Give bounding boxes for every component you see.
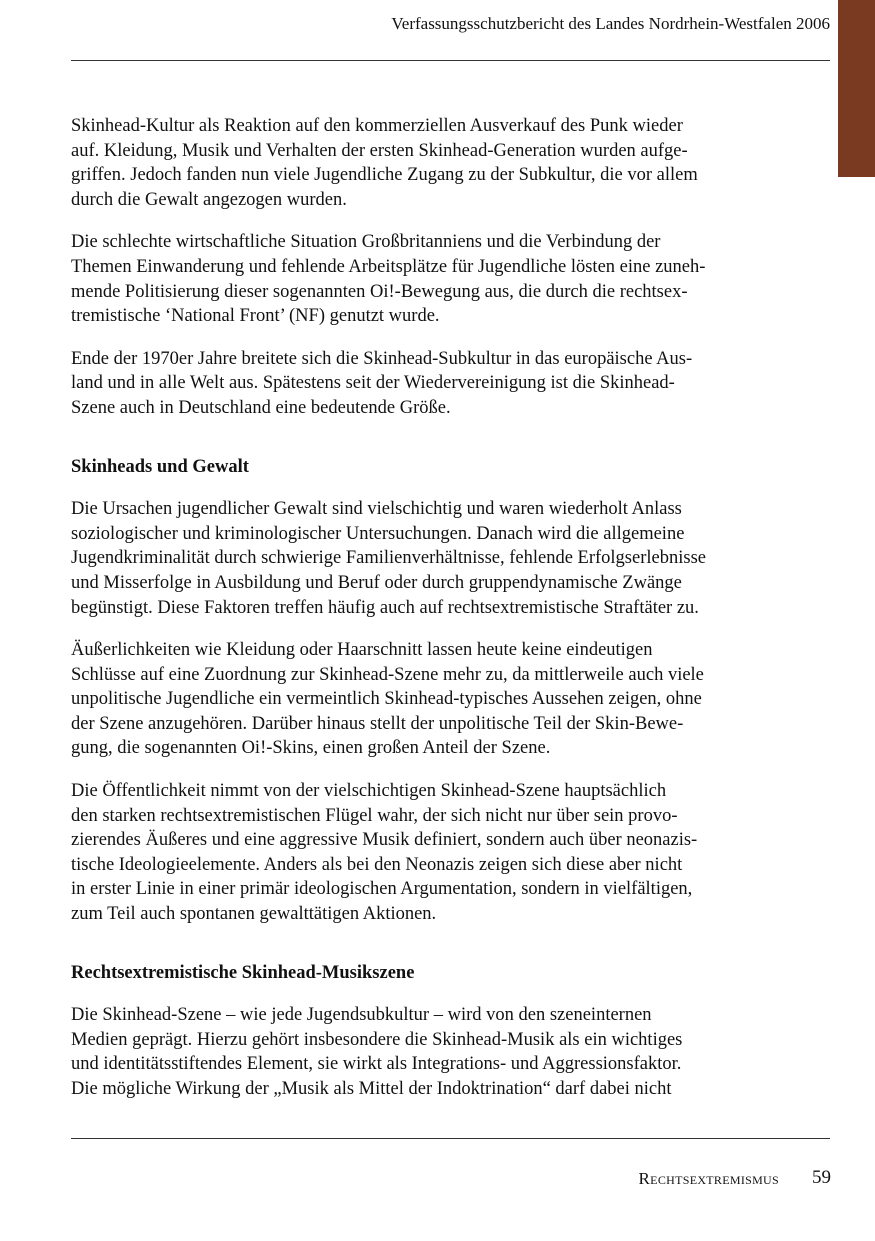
paragraph bbox=[71, 114, 791, 212]
body-text bbox=[71, 114, 791, 1120]
text-line: Jugendkriminalität durch schwierige Familienverhältnisse, fehlende Erfolgserlebnisse bbox=[71, 548, 706, 569]
text-line: Themen Einwanderung und fehlende Arbeitsplätze für Jugendliche lösten eine zuneh- bbox=[71, 256, 706, 277]
text-line: Ende der 1970er Jahre breitete sich die Skinhead-Subkultur in das europäische Aus- bbox=[71, 348, 693, 369]
header-rule bbox=[71, 60, 830, 61]
text-line: durch die Gewalt angezogen wurden. bbox=[71, 189, 347, 210]
text-line: gung, die sogenannten Oi!-Skins, einen großen Anteil der Szene. bbox=[71, 738, 551, 759]
section-heading: Rechtsextremistische Skinhead-Musikszene bbox=[71, 962, 415, 983]
text-line: Medien geprägt. Hierzu gehört insbesondere die Skinhead-Musik als ein wichtiges bbox=[71, 1029, 683, 1050]
paragraph bbox=[71, 497, 791, 620]
text-line: soziologischer und kriminologischer Untersuchungen. Danach wird die allgemeine bbox=[71, 523, 685, 544]
text-line: Die Skinhead-Szene – wie jede Jugendsubkultur – wird von den szeneinternen bbox=[71, 1005, 652, 1026]
chapter-tab bbox=[838, 0, 875, 177]
text-line: den starken rechtsextremistischen Flügel wahr, der sich nicht nur über sein provo- bbox=[71, 805, 678, 826]
text-line: unpolitische Jugendliche ein vermeintlich Skinhead-typisches Aussehen zeigen, ohne bbox=[71, 689, 702, 710]
paragraph bbox=[71, 779, 791, 927]
footer-rule bbox=[71, 1138, 830, 1139]
text-line: Die mögliche Wirkung der „Musik als Mittel der Indoktrination“ darf dabei nicht bbox=[71, 1079, 672, 1099]
paragraph bbox=[71, 638, 791, 761]
text-line: Die Ursachen jugendlicher Gewalt sind vielschichtig und waren wiederholt Anlass bbox=[71, 499, 682, 520]
footer-section-title: Rechtsextremismus bbox=[638, 1169, 779, 1188]
running-header: Verfassungsschutzbericht des Landes Nordrhein-Westfalen 2006 bbox=[391, 14, 830, 33]
text-line: mende Politisierung dieser sogenannten Oi!-Bewegung aus, die durch die rechtsex- bbox=[71, 281, 688, 302]
text-line: und identitätsstiftendes Element, sie wirkt als Integrations- und Aggressionsfaktor. bbox=[71, 1054, 682, 1075]
paragraph bbox=[71, 230, 791, 328]
text-line: griffen. Jedoch fanden nun viele Jugendliche Zugang zu der Subkultur, die vor allem bbox=[71, 165, 698, 186]
section-heading: Skinheads und Gewalt bbox=[71, 456, 249, 477]
text-line: tremistische ‘National Front’ (NF) genutzt wurde. bbox=[71, 306, 440, 327]
text-line: Äußerlichkeiten wie Kleidung oder Haarschnitt lassen heute keine eindeutigen bbox=[71, 640, 653, 661]
text-line: Skinhead-Kultur als Reaktion auf den kommerziellen Ausverkauf des Punk wieder bbox=[71, 116, 683, 136]
paragraph bbox=[71, 347, 791, 421]
text-line: auf. Kleidung, Musik und Verhalten der ersten Skinhead-Generation wurden aufge- bbox=[71, 140, 688, 161]
text-line: land und in alle Welt aus. Spätestens seit der Wiedervereinigung ist die Skinhead- bbox=[71, 373, 675, 394]
text-line: in erster Linie in einer primär ideologischen Argumentation, sondern in vielfältigen, bbox=[71, 879, 693, 900]
page-number: 59 bbox=[812, 1167, 831, 1188]
text-line: begünstigt. Diese Faktoren treffen häufig auch auf rechtsextremistische Straftäter zu. bbox=[71, 597, 699, 618]
text-line: Schlüsse auf eine Zuordnung zur Skinhead-Szene mehr zu, da mittlerweile auch viele bbox=[71, 664, 704, 685]
text-line: Die schlechte wirtschaftliche Situation Großbritanniens und die Verbindung der bbox=[71, 232, 661, 253]
text-line: zum Teil auch spontanen gewalttätigen Aktionen. bbox=[71, 904, 437, 925]
text-line: der Szene anzugehören. Darüber hinaus stellt der unpolitische Teil der Skin-Bewe- bbox=[71, 713, 684, 734]
paragraph bbox=[71, 1003, 791, 1101]
text-line: Die Öffentlichkeit nimmt von der vielschichtigen Skinhead-Szene hauptsächlich bbox=[71, 781, 667, 802]
text-line: tische Ideologieelemente. Anders als bei den Neonazis zeigen sich diese aber nicht bbox=[71, 854, 683, 875]
text-line: zierendes Äußeres und eine aggressive Musik definiert, sondern auch über neonazis- bbox=[71, 830, 698, 851]
text-line: und Misserfolge in Ausbildung und Beruf oder durch gruppendynamische Zwänge bbox=[71, 572, 682, 593]
text-line: Szene auch in Deutschland eine bedeutende Größe. bbox=[71, 397, 451, 418]
